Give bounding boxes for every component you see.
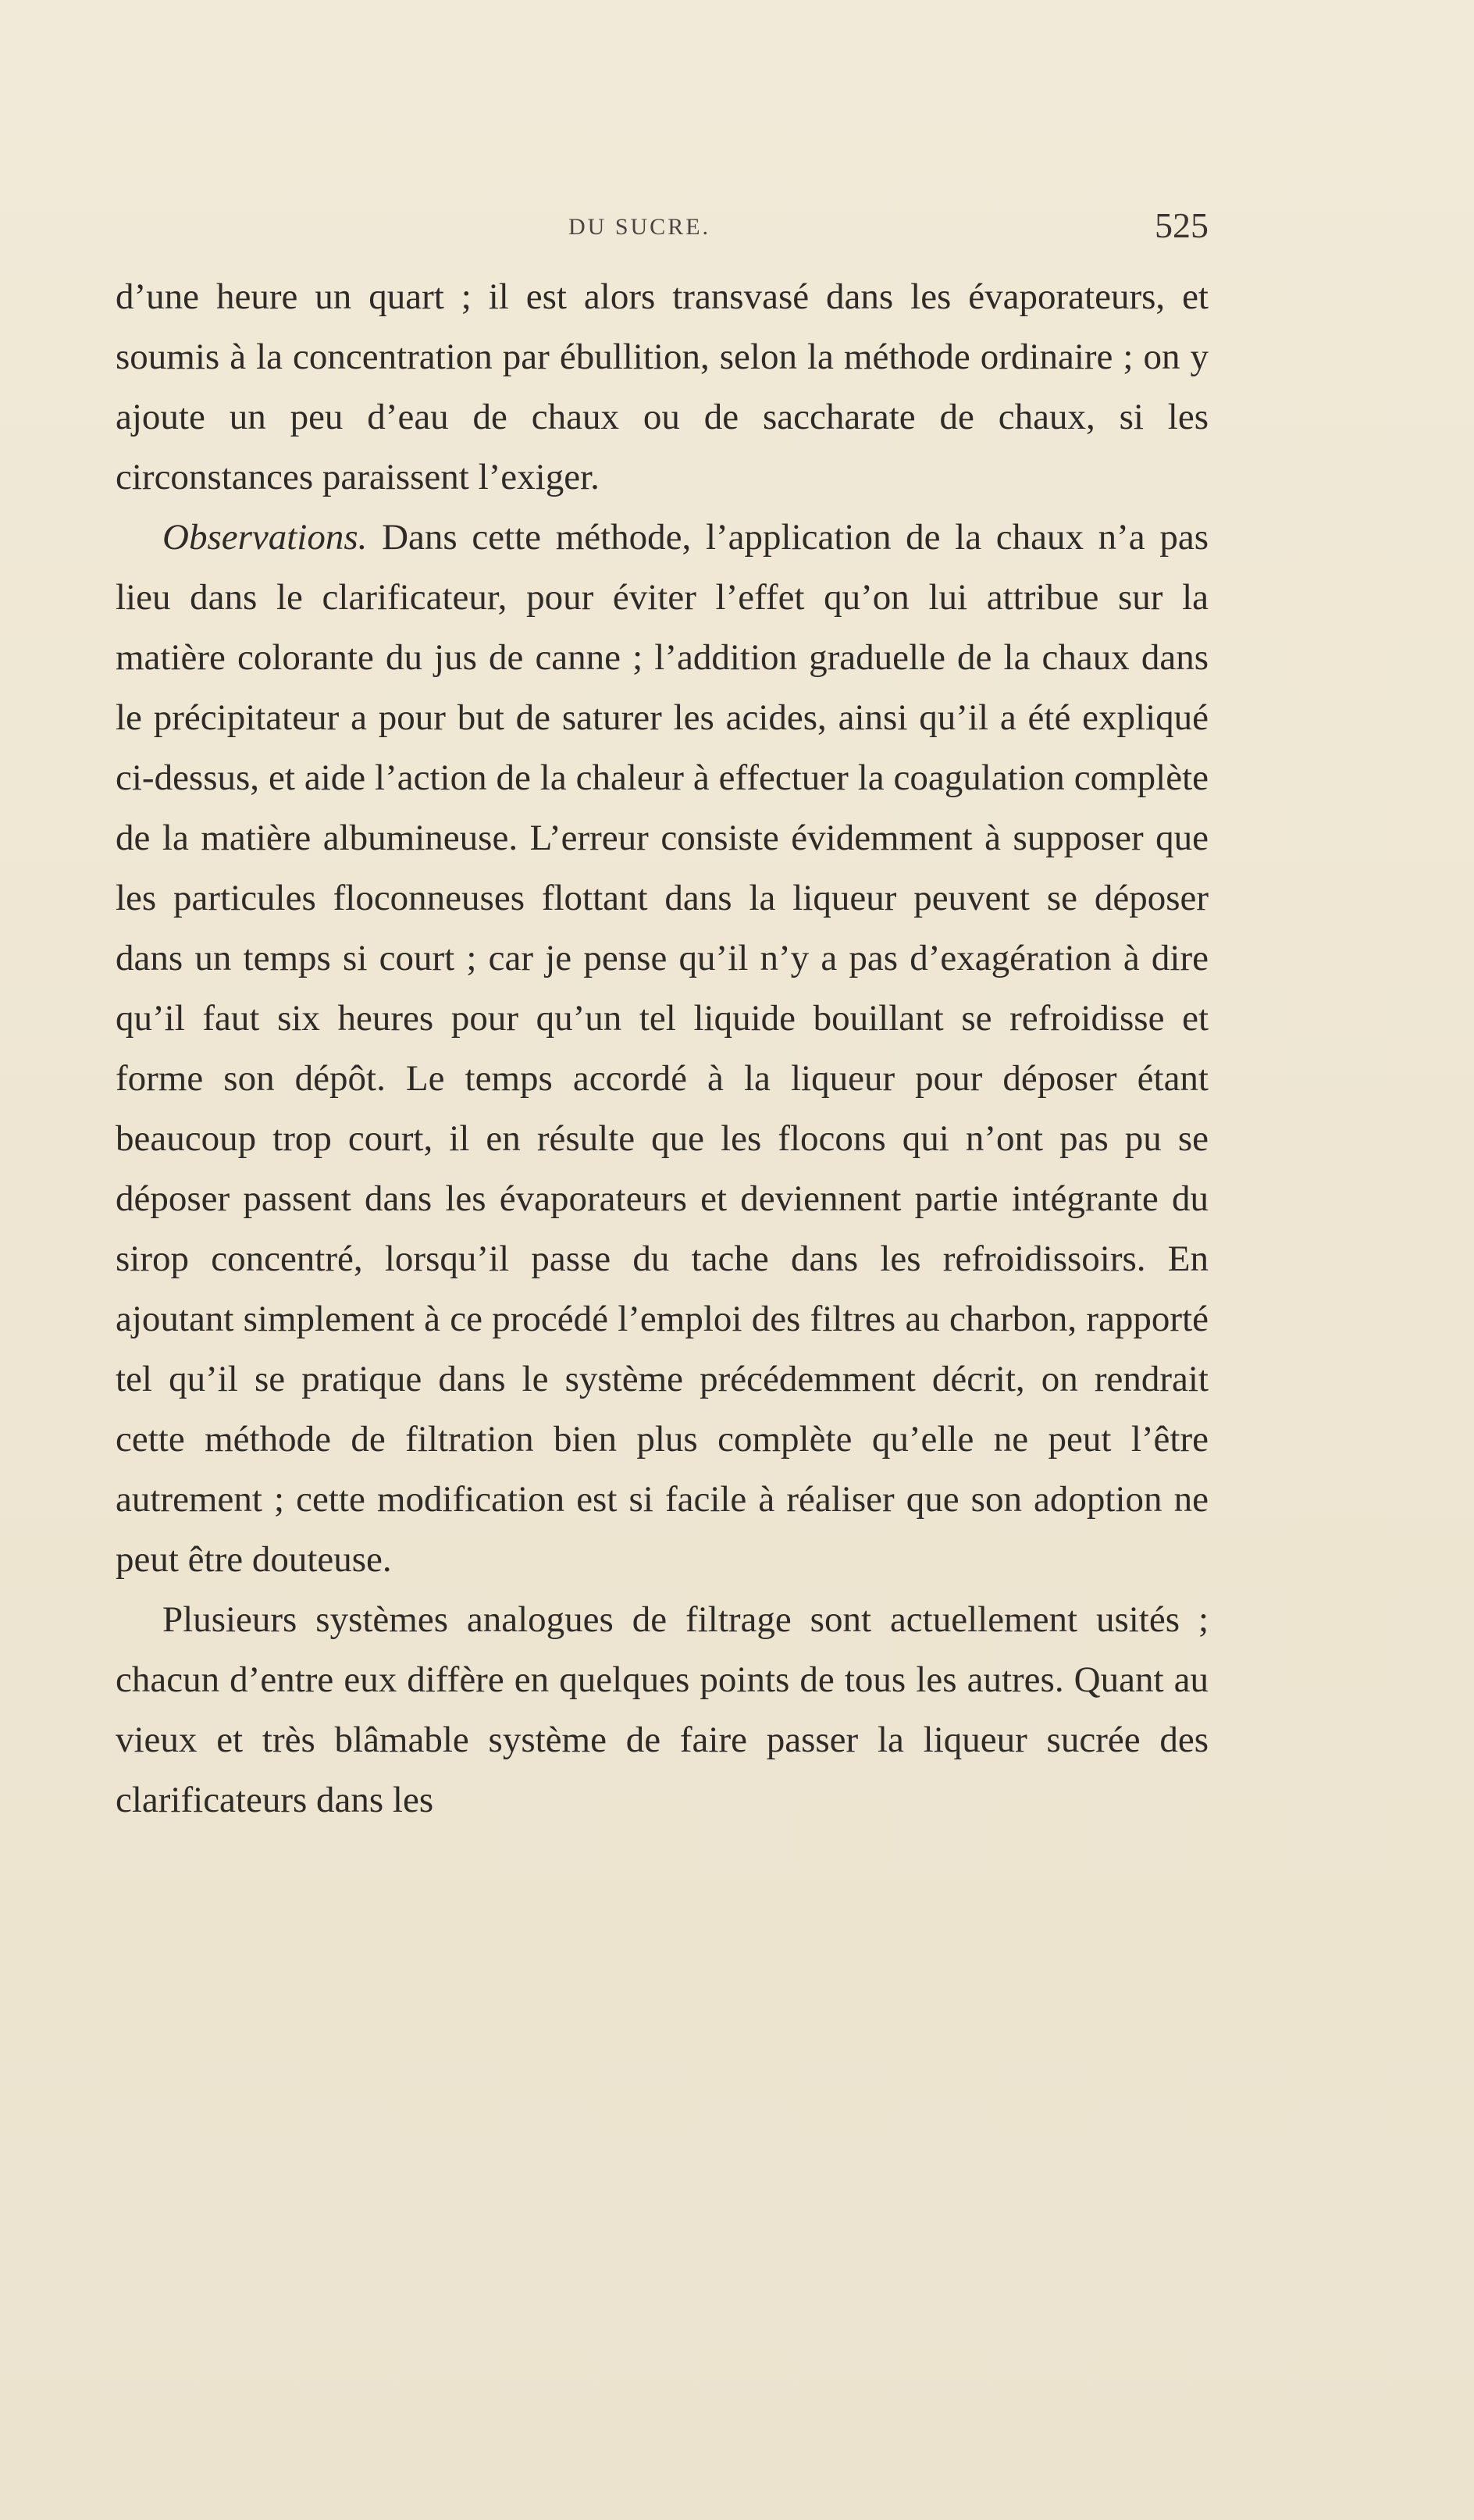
page-header [116,205,1209,251]
running-head: DU SUCRE. [568,214,711,240]
paragraph-1: d’une heure un quart ; il est alors transvasé dans les évaporateurs, et soumis à la concentration par ébullition, selon la méthode ordinaire ; on y ajoute un peu d’eau de chaux ou de saccharate de chaux, si les circonstances paraissent l’exiger. [116,276,1209,497]
page-number: 525 [1155,205,1209,245]
paragraph-3: Plusieurs systèmes analogues de filtrage sont actuellement usités ; chacun d’entre eux diffère en quelques points de tous les autres. Quant au vieux et très blâmable système de faire passer la liqueur sucrée des clarificateurs dans les [116,1599,1209,1820]
body-text [116,267,1209,1830]
paragraph-2-lead: Observations. [162,517,368,558]
paragraph-2-text: Dans cette méthode, l’application de la chaux n’a pas lieu dans le clarificateur, pour éviter l’effet qu’on lui attribue sur la matière colorante du jus de canne ; l’addition graduelle de la chaux dans le précipitateur a pour but de saturer les acides, ainsi qu’il a été expliqué ci-dessus, et aide l’action de la chaleur à effectuer la coagulation complète de la matière albumineuse. L’erreur consiste évidemment à supposer que les particules floconneuses flottant dans la liqueur peuvent se déposer dans un temps si court ; car je pense qu’il n’y a pas d’exagération à dire qu’il faut six heures pour qu’un tel liquide bouillant se refroidisse et forme son dépôt. Le temps accordé à la liqueur pour déposer étant beaucoup trop court, il en résulte que les flocons qui n’ont pas pu se déposer passent dans les évaporateurs et deviennent partie intégrante du sirop concentré, lorsqu’il passe du tache dans les refroidissoirs. En ajoutant simplement à ce procédé l’emploi des filtres au charbon, rapporté tel qu’il se pratique dans le système précédemment décrit, on rendrait cette méthode de filtration bien plus complète qu’elle ne peut l’être autrement ; cette modification est si facile à réaliser que son adoption ne peut être douteuse. [116,517,1209,1580]
paragraph-2 [116,508,1209,1590]
